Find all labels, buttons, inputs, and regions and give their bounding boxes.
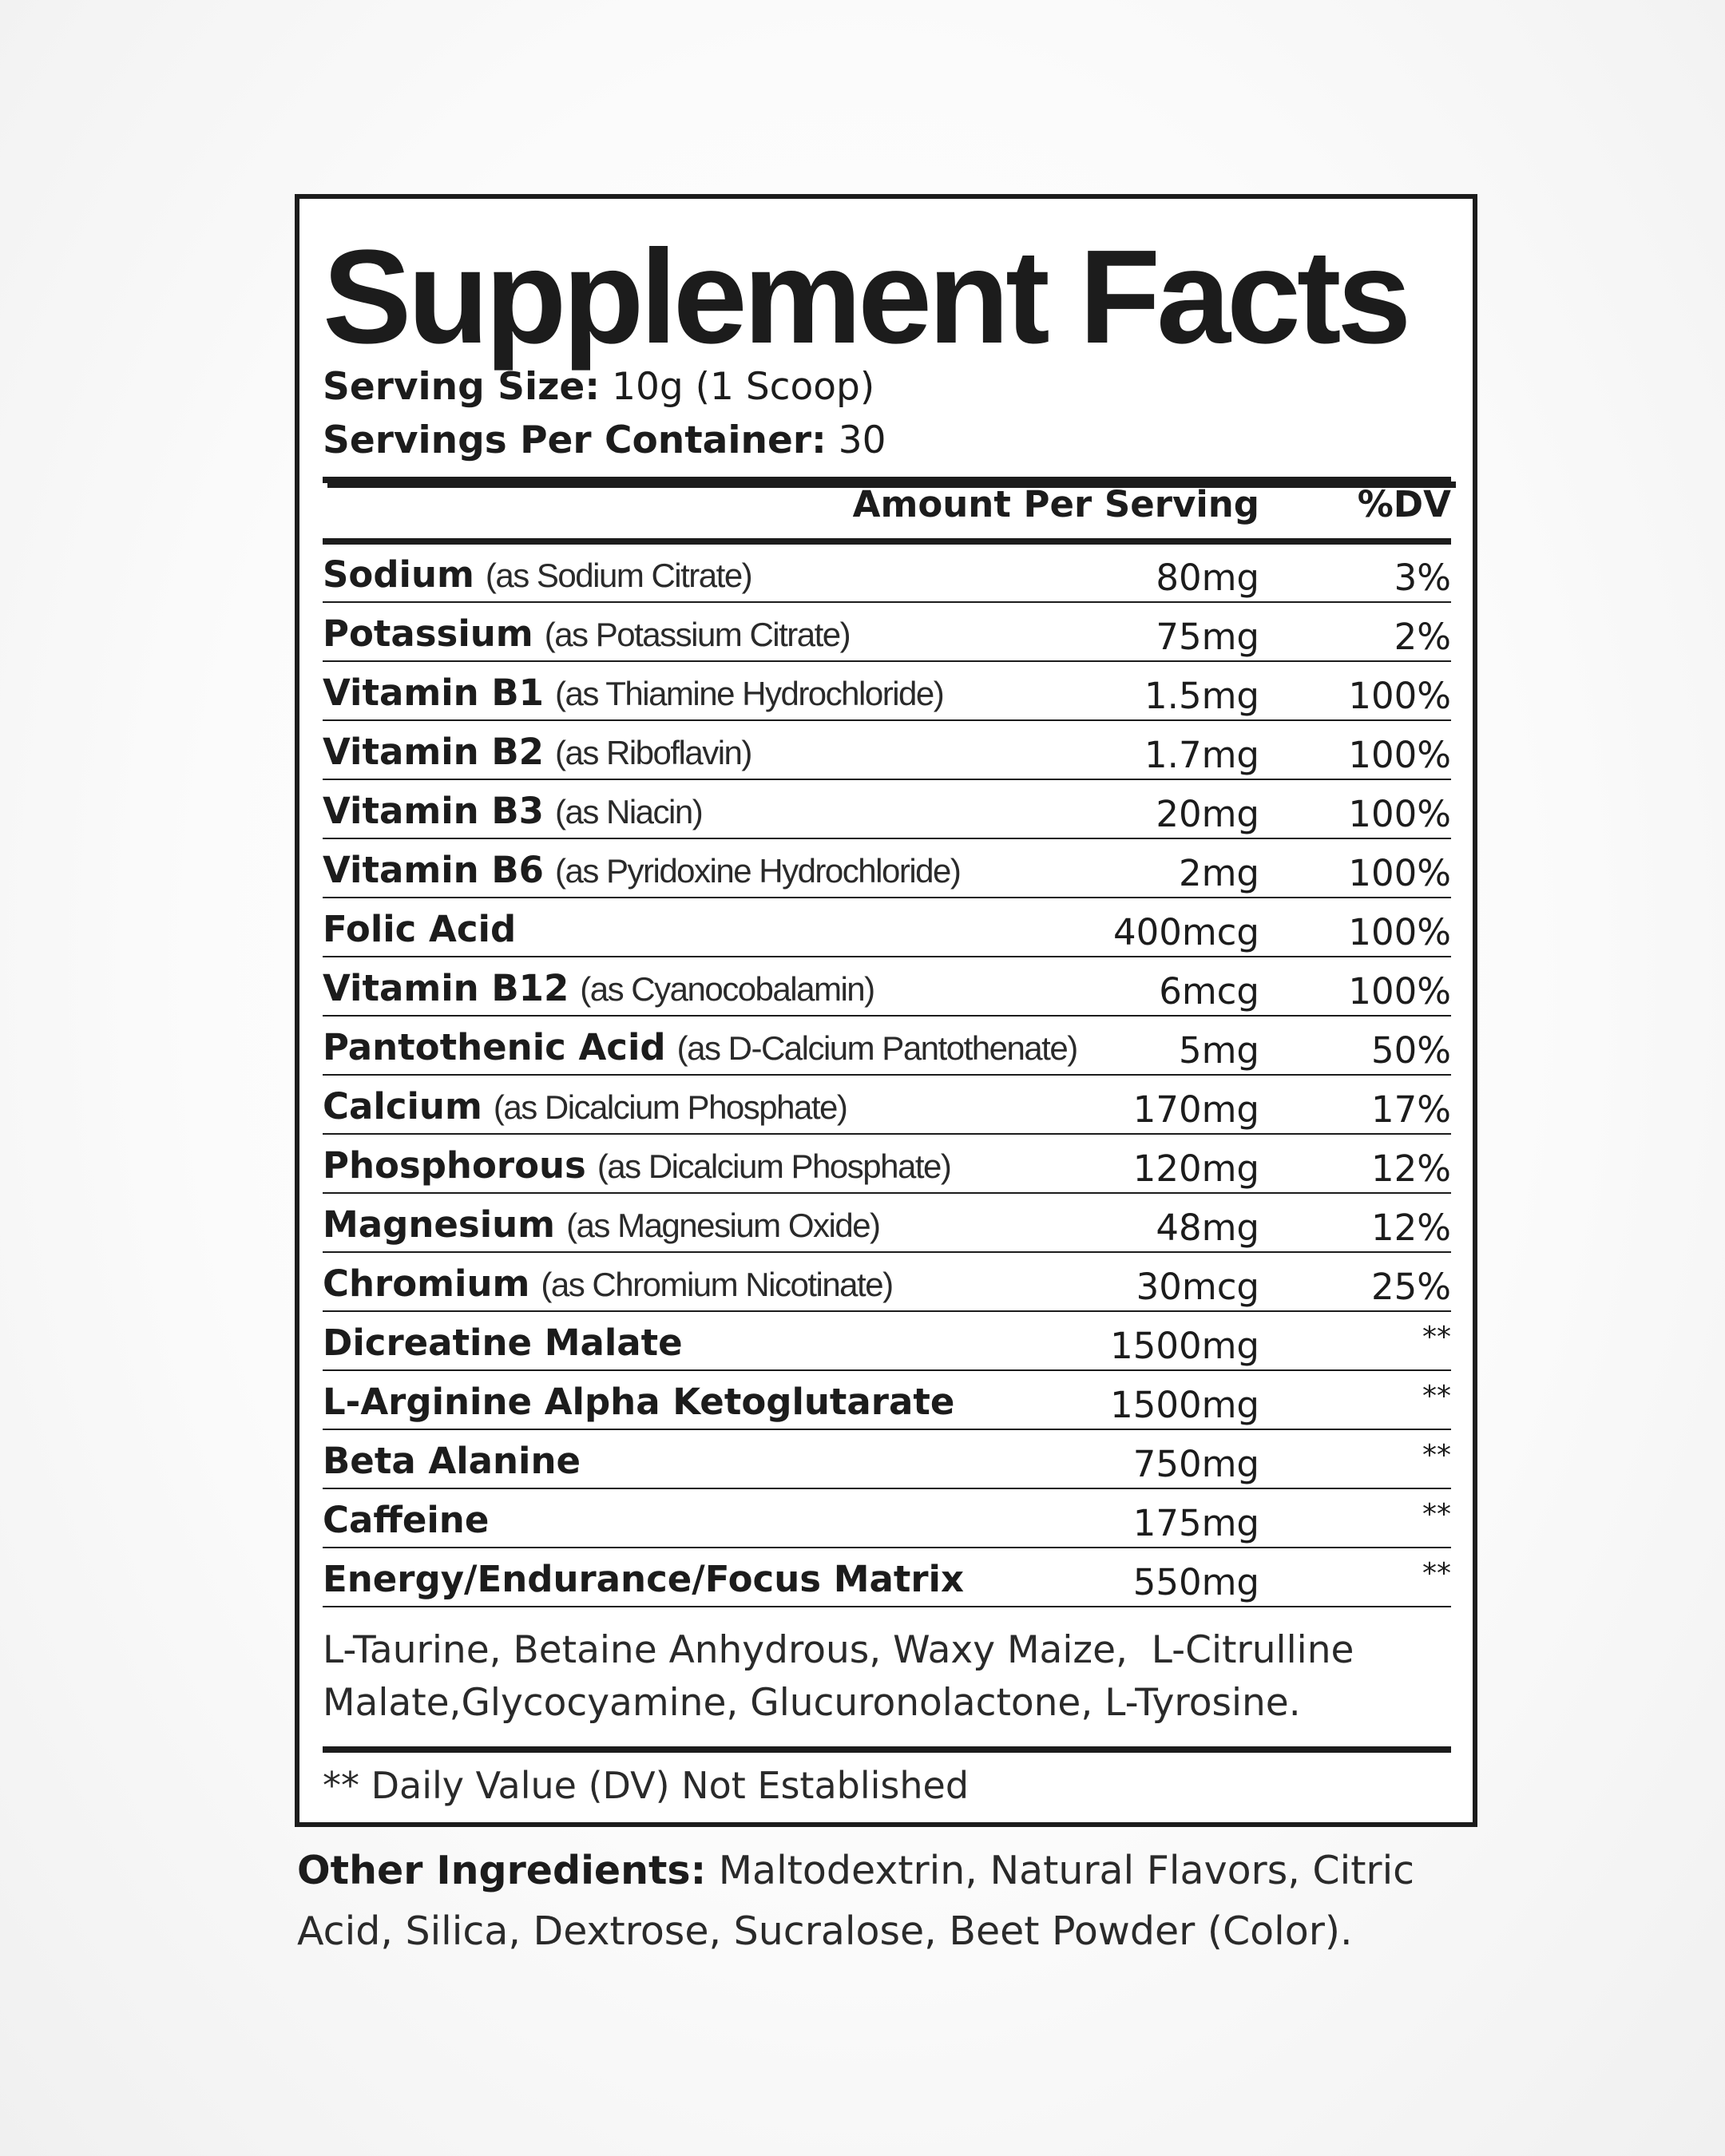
nutrient-amount: 1.5mg [1144, 675, 1259, 717]
nutrient-amount: 175mg [1132, 1502, 1259, 1544]
header-dv: %DV [1357, 483, 1451, 525]
nutrient-amount: 170mg [1132, 1088, 1259, 1131]
nutrient-source: (as Niacin) [554, 793, 703, 830]
nutrient-dv: 12% [1370, 1147, 1451, 1190]
facts-content [323, 194, 1451, 1827]
nutrient-source: (as D-Calcium Pantothenate) [676, 1029, 1077, 1067]
nutrient-name [323, 1322, 683, 1364]
table-row [323, 1430, 1451, 1489]
nutrient-name-text: Calcium [323, 1085, 482, 1128]
nutrient-amount: 75mg [1156, 616, 1259, 658]
nutrient-dv: 100% [1348, 970, 1451, 1013]
nutrient-source: (as Pyridoxine Hydrochloride) [554, 852, 961, 890]
header-amount: Amount Per Serving [852, 483, 1259, 525]
nutrient-name-text: Vitamin B6 [323, 849, 544, 891]
nutrient-source: (as Potassium Citrate) [544, 616, 851, 653]
table-row [323, 1253, 1451, 1312]
nutrient-amount: 120mg [1132, 1147, 1259, 1190]
nutrient-source: (as Magnesium Oxide) [566, 1207, 880, 1244]
serving-size-line [323, 365, 875, 409]
nutrient-dv: 100% [1348, 852, 1451, 894]
other-ingredients-label: Other Ingredients: [297, 1848, 707, 1893]
nutrient-source: (as Chromium Nicotinate) [541, 1266, 893, 1303]
nutrient-table [323, 544, 1451, 1607]
nutrient-dv: 3% [1394, 557, 1451, 599]
nutrient-name [323, 849, 961, 891]
nutrient-dv: 100% [1348, 793, 1451, 835]
nutrient-amount: 2mg [1178, 852, 1259, 894]
nutrient-amount: 48mg [1156, 1207, 1259, 1249]
nutrient-name-text: Vitamin B12 [323, 967, 569, 1009]
nutrient-dv: ** [1422, 1439, 1451, 1472]
nutrient-name-text: Dicreatine Malate [323, 1322, 683, 1364]
nutrient-dv: 50% [1370, 1029, 1451, 1072]
nutrient-dv: ** [1422, 1380, 1451, 1413]
blend-ingredients [323, 1624, 1451, 1730]
nutrient-source: (as Sodium Citrate) [485, 557, 752, 594]
nutrient-dv: 12% [1370, 1207, 1451, 1249]
nutrient-dv: 25% [1370, 1266, 1451, 1308]
nutrient-amount: 550mg [1132, 1561, 1259, 1603]
header-top-rule [323, 477, 1451, 483]
nutrient-source: (as Dicalcium Phosphate) [493, 1088, 847, 1126]
nutrient-dv: 100% [1348, 734, 1451, 776]
nutrient-name [323, 1440, 581, 1482]
nutrient-name [323, 1026, 1077, 1068]
nutrient-dv: ** [1422, 1498, 1451, 1531]
nutrient-amount: 6mcg [1159, 970, 1259, 1013]
nutrient-source: (as Cyanocobalamin) [580, 970, 874, 1008]
nutrient-dv: ** [1422, 1557, 1451, 1590]
nutrient-dv: 17% [1370, 1088, 1451, 1131]
nutrient-name-text: Potassium [323, 612, 533, 655]
nutrient-amount: 5mg [1178, 1029, 1259, 1072]
nutrient-name [323, 1085, 847, 1128]
nutrient-name-text: Sodium [323, 553, 474, 596]
table-row [323, 1194, 1451, 1253]
nutrient-name [323, 1558, 965, 1600]
nutrient-dv: 2% [1394, 616, 1451, 658]
panel-title: Supplement Facts [323, 223, 1408, 371]
table-row [323, 1489, 1451, 1548]
nutrient-name [323, 1144, 951, 1187]
table-row [323, 1371, 1451, 1430]
other-ingredients [297, 1841, 1511, 1962]
table-row [323, 957, 1451, 1017]
nutrient-name [323, 612, 851, 655]
nutrient-name-text: Folic Acid [323, 908, 517, 950]
table-row [323, 898, 1451, 957]
other-ingredients-text: Maltodextrin, Natural Flavors, Citric Acid, Silica, Dextrose, Sucralose, Beet Powder (Color). [297, 1848, 1415, 1954]
table-row [323, 1135, 1451, 1194]
table-row [323, 662, 1451, 721]
table-row [323, 1017, 1451, 1076]
nutrient-source: (as Thiamine Hydrochloride) [554, 675, 944, 712]
servings-per-container-line [323, 418, 886, 462]
nutrient-name [323, 731, 751, 773]
nutrient-name-text: Caffeine [323, 1499, 490, 1541]
serving-size-label: Serving Size: [323, 365, 601, 409]
nutrient-name [323, 553, 752, 596]
table-row [323, 839, 1451, 898]
blend-line-1: L-Taurine, Betaine Anhydrous, Waxy Maize, L-Citrulline [323, 1628, 1354, 1672]
servings-per-container-label: Servings Per Container: [323, 418, 827, 462]
nutrient-name [323, 672, 944, 714]
nutrient-name-text: Magnesium [323, 1203, 556, 1246]
nutrient-source: (as Riboflavin) [554, 734, 751, 771]
table-row [323, 780, 1451, 839]
nutrient-name-text: Energy/Endurance/Focus Matrix [323, 1558, 965, 1600]
nutrient-name [323, 1262, 893, 1305]
nutrient-dv: ** [1422, 1321, 1451, 1353]
nutrient-dv: 100% [1348, 675, 1451, 717]
nutrient-name-text: Pantothenic Acid [323, 1026, 666, 1068]
nutrient-name [323, 967, 874, 1009]
nutrient-name [323, 1203, 880, 1246]
footnote-rule [323, 1746, 1451, 1753]
nutrient-name-text: Vitamin B3 [323, 790, 544, 832]
servings-per-container-value: 30 [838, 418, 886, 462]
table-row [323, 1312, 1451, 1371]
nutrient-name [323, 1499, 490, 1541]
nutrient-name [323, 1381, 955, 1423]
table-row [323, 721, 1451, 780]
blend-line-2: Malate,Glycocyamine, Glucuronolactone, L-Tyrosine. [323, 1681, 1301, 1725]
nutrient-amount: 30mcg [1136, 1266, 1259, 1308]
nutrient-name-text: Phosphorous [323, 1144, 586, 1187]
nutrient-amount: 1.7mg [1144, 734, 1259, 776]
nutrient-amount: 80mg [1156, 557, 1259, 599]
nutrient-name [323, 790, 703, 832]
nutrient-name-text: L-Arginine Alpha Ketoglutarate [323, 1381, 955, 1423]
nutrient-dv: 100% [1348, 911, 1451, 953]
nutrient-name-text: Vitamin B2 [323, 731, 544, 773]
nutrient-name-text: Vitamin B1 [323, 672, 544, 714]
serving-size-value: 10g (1 Scoop) [612, 365, 875, 409]
nutrient-amount: 400mcg [1112, 911, 1259, 953]
table-row [323, 1076, 1451, 1135]
table-row [323, 603, 1451, 662]
table-row [323, 1548, 1451, 1607]
nutrient-name-text: Chromium [323, 1262, 530, 1305]
table-row [323, 544, 1451, 603]
footnote: ** Daily Value (DV) Not Established [323, 1764, 970, 1807]
nutrient-name-text: Beta Alanine [323, 1440, 581, 1482]
nutrient-amount: 20mg [1156, 793, 1259, 835]
nutrient-amount: 750mg [1132, 1443, 1259, 1485]
nutrient-amount: 1500mg [1110, 1384, 1259, 1426]
nutrient-source: (as Dicalcium Phosphate) [597, 1147, 951, 1185]
nutrient-name [323, 908, 517, 950]
nutrient-amount: 1500mg [1110, 1325, 1259, 1367]
